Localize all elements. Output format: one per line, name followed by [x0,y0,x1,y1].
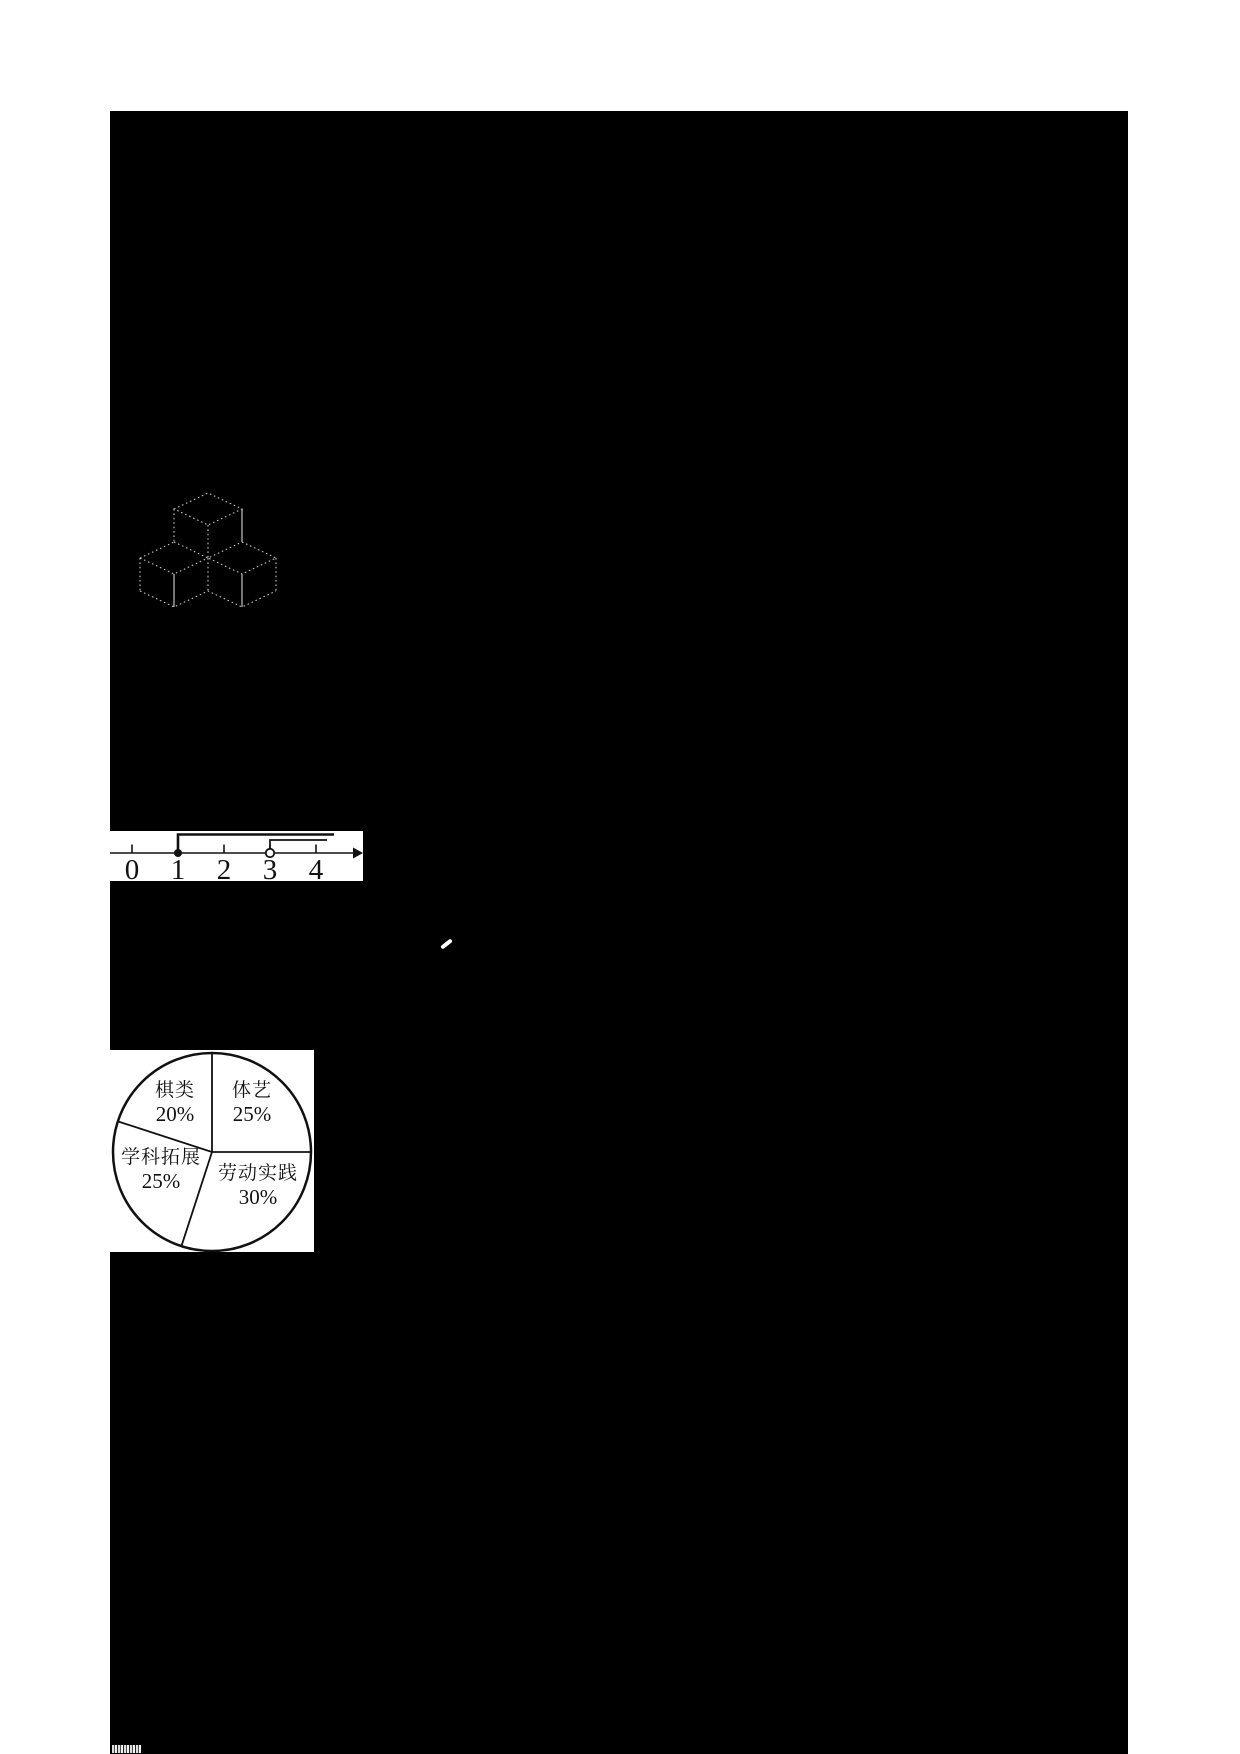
number-line-figure [110,831,363,886]
slice-percent: 30% [238,1185,278,1209]
tick-label-4: 4 [308,854,324,886]
pie-chart-figure [110,1050,314,1252]
footer-tiny-print-artifact [112,1745,141,1753]
band-edge [140,542,174,558]
slice-name: 棋类 [154,1080,195,1101]
top-cube-top-face [174,493,242,525]
bottom-zigzag-edges [140,591,276,607]
slice-percent: 25% [141,1169,181,1193]
ray-from-open-point [270,840,327,849]
pie-slice-label-xueke [112,1147,210,1194]
tick-label-3: 3 [262,854,278,886]
inverted-scan-black-area [110,111,1128,1754]
slice-name: 劳动实践 [217,1163,298,1184]
axis-arrow-right-icon [353,848,363,859]
pie-slice-label-tiyi [219,1080,285,1127]
axis-ticks [132,845,316,854]
cube-stack-figure [128,484,288,626]
slice-name: 学科拓展 [120,1147,201,1168]
slice-percent: 25% [232,1102,272,1126]
slice-name: 体艺 [231,1080,272,1101]
tick-label-2: 2 [216,854,232,886]
top-cube-bottom-edges [174,542,242,558]
tick-label-1: 1 [170,854,186,886]
pie-slice-label-laodong [206,1163,310,1210]
right-cube-top-face [208,542,276,574]
left-cube-top-face [140,558,208,574]
tick-label-0: 0 [124,854,140,886]
ray-from-closed-point [178,835,334,854]
pie-slice-label-qilei [142,1080,208,1127]
slice-percent: 20% [155,1102,195,1126]
